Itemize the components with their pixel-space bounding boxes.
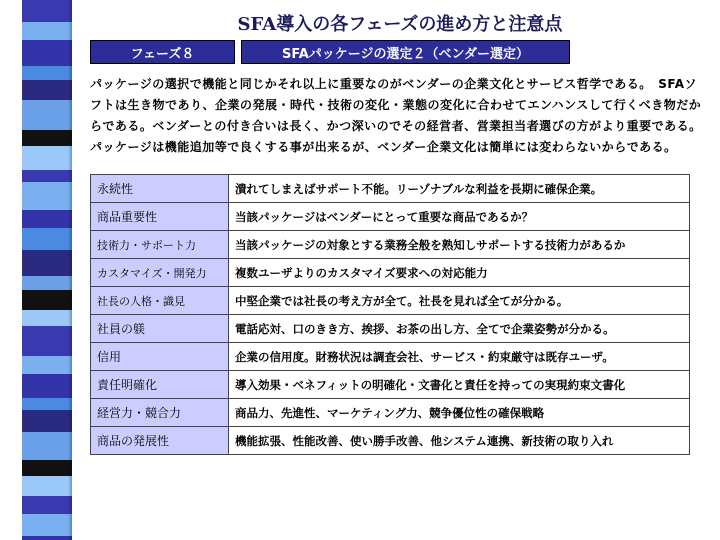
criterion-name: 社長の人格・識見: [91, 287, 229, 315]
criterion-description: 当該パッケージはベンダーにとって重要な商品であるか？: [229, 203, 690, 231]
table-row: [91, 399, 690, 427]
stripe-segment: [22, 40, 72, 66]
table-row: [91, 287, 690, 315]
stripe-segment: [22, 410, 72, 432]
criterion-description: 当該パッケージの対象とする業務全般を熟知しサポートする技術力があるか: [229, 231, 690, 259]
stripe-segment: [22, 228, 72, 250]
decorative-stripe-band: [22, 0, 72, 540]
table-row: [91, 343, 690, 371]
table-row: [91, 231, 690, 259]
stripe-segment: [22, 290, 72, 310]
table-row: [91, 203, 690, 231]
stripe-segment: [22, 536, 72, 540]
intro-paragraph: パッケージの選択で機能と同じかそれ以上に重要なのがベンダーの企業文化とサービス哲学である。 SFAソフトは生き物であり、企業の発展・時代・技術の変化・業態の変化に合わせてエンハンスして行くべき物だからである。ベンダーとの付き合いは長く、かつ深いのでその経営者、営業担当者選びの方がより重要である。パッケージは機能追加等で良くする事が出来るが、ベンダー企業文化は簡単には変わらないからである。: [90, 77, 702, 154]
stripe-segment: [22, 250, 72, 276]
table-row: [91, 259, 690, 287]
stripe-segment: [22, 460, 72, 476]
stripe-segment: [22, 22, 72, 40]
stripe-segment: [22, 496, 72, 514]
table-row: [91, 371, 690, 399]
criterion-description: 導入効果・ベネフィットの明確化・文書化と責任を持っての実現約束文書化: [229, 371, 690, 399]
criterion-name: 信用: [91, 343, 229, 371]
criteria-table: [90, 174, 690, 455]
table-row: [91, 427, 690, 455]
criterion-name: 経営力・競合力: [91, 399, 229, 427]
stripe-segment: [22, 130, 72, 146]
stripe-segment: [22, 310, 72, 326]
criterion-name: 商品重要性: [91, 203, 229, 231]
criterion-description: 潰れてしまえばサポート不能。リーゾナブルな利益を長期に確保企業。: [229, 175, 690, 203]
criterion-name: 技術力・サポート力: [91, 231, 229, 259]
stripe-segment: [22, 514, 72, 536]
stripe-segment: [22, 326, 72, 356]
criterion-name: 永続性: [91, 175, 229, 203]
criterion-name: 責任明確化: [91, 371, 229, 399]
stripe-segment: [22, 80, 72, 100]
stripe-segment: [22, 210, 72, 228]
stripe-segment: [22, 170, 72, 182]
criterion-name: 商品の発展性: [91, 427, 229, 455]
topic-label: SFAパッケージの選定２（ベンダー選定）: [241, 40, 570, 64]
criterion-name: カスタマイズ・開発力: [91, 259, 229, 287]
stripe-segment: [22, 276, 72, 290]
criterion-description: 電話応対、口のきき方、挨拶、お茶の出し方、全てで企業姿勢が分かる。: [229, 315, 690, 343]
stripe-segment: [22, 374, 72, 398]
stripe-segment: [22, 356, 72, 374]
stripe-segment: [22, 100, 72, 130]
phase-label: フェーズ８: [90, 40, 235, 64]
criterion-name: 社員の躾: [91, 315, 229, 343]
criterion-description: 複数ユーザよりのカスタマイズ要求への対応能力: [229, 259, 690, 287]
table-row: [91, 315, 690, 343]
stripe-segment: [22, 0, 72, 22]
stripe-segment: [22, 398, 72, 410]
criterion-description: 商品力、先進性、マーケティング力、競争優位性の確保戦略: [229, 399, 690, 427]
stripe-segment: [22, 66, 72, 80]
page-title: SFA導入の各フェーズの進め方と注意点: [237, 14, 563, 35]
criterion-description: 企業の信用度。財務状況は調査会社、サービス・約束厳守は既存ユーザ。: [229, 343, 690, 371]
criterion-description: 機能拡張、性能改善、使い勝手改善、他システム連携、新技術の取り入れ: [229, 427, 690, 455]
stripe-segment: [22, 146, 72, 170]
stripe-segment: [22, 476, 72, 496]
table-row: [91, 175, 690, 203]
stripe-segment: [22, 182, 72, 210]
stripe-segment: [22, 432, 72, 460]
criterion-description: 中堅企業では社長の考え方が全て。社長を見れば全てが分かる。: [229, 287, 690, 315]
